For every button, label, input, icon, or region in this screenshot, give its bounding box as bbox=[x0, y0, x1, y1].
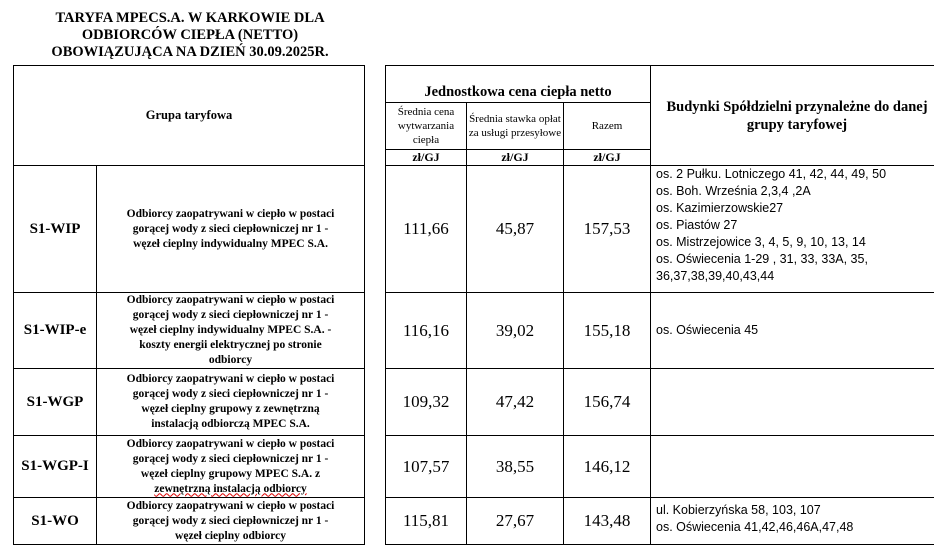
tariff-description bbox=[97, 166, 365, 293]
tariff-code: S1-WIP bbox=[14, 166, 97, 293]
table-row bbox=[14, 498, 365, 545]
desc-line: instalacją odbiorczą MPEC S.A. bbox=[151, 418, 310, 430]
buildings-list bbox=[651, 369, 934, 436]
production-price: 115,81 bbox=[386, 498, 467, 545]
tariff-code: S1-WGP-I bbox=[14, 436, 97, 498]
building-item: os. Boh. Września 2,3,4 ,2A bbox=[656, 184, 811, 198]
unit-price-header: Jednostkowa cena ciepła netto bbox=[386, 66, 651, 103]
buildings-list bbox=[651, 293, 934, 369]
title-line-1: TARYFA MPECS.A. W KARKOWIE DLA bbox=[55, 10, 325, 26]
desc-line: odbiorcy bbox=[208, 354, 253, 366]
table-row bbox=[386, 498, 934, 545]
buildings-header: Budynki Spółdzielni przynależne do danej grupy taryfowej bbox=[651, 66, 934, 166]
table-row bbox=[14, 369, 365, 436]
buildings-list bbox=[651, 436, 934, 498]
building-item: os. Oświecenia 41,42,46,46A,47,48 bbox=[656, 520, 854, 534]
tariff-description bbox=[97, 498, 365, 545]
document-title bbox=[8, 10, 372, 61]
desc-line: gorącej wody z sieci ciepłowniczej nr 1 - bbox=[132, 222, 329, 235]
building-item: ul. Kobierzyńska 58, 103, 107 bbox=[656, 503, 821, 517]
tariff-code: S1-WO bbox=[14, 498, 97, 545]
total-header: Razem bbox=[564, 103, 651, 150]
total-price: 143,48 bbox=[564, 498, 651, 545]
tariff-code: S1-WGP bbox=[14, 369, 97, 436]
transmission-price: 38,55 bbox=[467, 436, 564, 498]
tariff-group-table bbox=[13, 65, 365, 545]
tariff-description bbox=[97, 436, 365, 498]
table-row bbox=[14, 293, 365, 369]
table-row bbox=[14, 166, 365, 293]
production-price: 116,16 bbox=[386, 293, 467, 369]
desc-line: koszty energii elektrycznej po stronie bbox=[139, 339, 322, 351]
tariff-description bbox=[97, 293, 365, 369]
building-item: os. Oświecenia 1-29 , 31, 33, 33A, 35, bbox=[656, 252, 868, 266]
desc-line: Odbiorcy zaopatrywani w ciepło w postaci bbox=[126, 437, 335, 450]
building-item: 36,37,38,39,40,43,44 bbox=[656, 269, 775, 283]
desc-line: węzeł cieplny indywidualny MPEC S.A. bbox=[133, 237, 328, 250]
desc-line: węzeł cieplny indywidualny MPEC S.A. - bbox=[129, 324, 332, 336]
table-row bbox=[386, 436, 934, 498]
desc-line: węzeł cieplny odbiorcy bbox=[175, 529, 286, 542]
building-item: os. Mistrzejowice 3, 4, 5, 9, 10, 13, 14 bbox=[656, 235, 866, 249]
desc-line: gorącej wody z sieci ciepłowniczej nr 1 - bbox=[132, 388, 329, 400]
tariff-code: S1-WIP-e bbox=[14, 293, 97, 369]
transmission-price: 47,42 bbox=[467, 369, 564, 436]
title-line-2: ODBIORCÓW CIEPŁA (NETTO) bbox=[81, 27, 299, 43]
desc-line: gorącej wody z sieci ciepłowniczej nr 1 - bbox=[132, 452, 329, 465]
total-price: 156,74 bbox=[564, 369, 651, 436]
tariff-description bbox=[97, 369, 365, 436]
price-table bbox=[385, 65, 934, 545]
building-item: os. Oświecenia 45 bbox=[656, 323, 759, 337]
unit-label: zł/GJ bbox=[564, 150, 651, 166]
unit-label: zł/GJ bbox=[467, 150, 564, 166]
total-price: 157,53 bbox=[564, 166, 651, 293]
table-row bbox=[386, 369, 934, 436]
production-price: 109,32 bbox=[386, 369, 467, 436]
desc-line: gorącej wody z sieci ciepłowniczej nr 1 - bbox=[132, 309, 329, 321]
tariff-group-header: Grupa taryfowa bbox=[14, 66, 365, 166]
transmission-price: 45,87 bbox=[467, 166, 564, 293]
desc-line: Odbiorcy zaopatrywani w ciepło w postaci bbox=[126, 373, 335, 385]
table-row bbox=[386, 166, 934, 293]
desc-line: Odbiorcy zaopatrywani w ciepło w postaci bbox=[126, 207, 335, 220]
desc-line: węzeł cieplny grupowy z zewnętrzną bbox=[141, 403, 320, 415]
production-price: 107,57 bbox=[386, 436, 467, 498]
buildings-list bbox=[651, 498, 934, 545]
desc-line: Odbiorcy zaopatrywani w ciepło w postaci bbox=[126, 294, 335, 306]
desc-line: węzeł cieplny grupowy MPEC S.A. z bbox=[140, 467, 321, 480]
desc-line: gorącej wody z sieci ciepłowniczej nr 1 - bbox=[132, 514, 329, 527]
total-price: 155,18 bbox=[564, 293, 651, 369]
building-item: os. Piastów 27 bbox=[656, 218, 738, 232]
transmission-price: 27,67 bbox=[467, 498, 564, 545]
total-price: 146,12 bbox=[564, 436, 651, 498]
building-item: os. 2 Pułku. Lotniczego 41, 42, 44, 49, 50 bbox=[656, 167, 887, 181]
unit-label: zł/GJ bbox=[386, 150, 467, 166]
title-line-3: OBOWIĄZUJĄCA NA DZIEŃ 30.09.2025R. bbox=[51, 44, 329, 60]
table-row bbox=[386, 293, 934, 369]
production-cost-header: Średnia cena wytwarzania ciepła bbox=[386, 103, 467, 150]
desc-line: zewnętrzną instalacją odbiorcy bbox=[154, 482, 307, 495]
desc-line: Odbiorcy zaopatrywani w ciepło w postaci bbox=[126, 499, 335, 512]
building-item: os. Kazimierzowskie27 bbox=[656, 201, 784, 215]
production-price: 111,66 bbox=[386, 166, 467, 293]
transmission-price: 39,02 bbox=[467, 293, 564, 369]
buildings-list bbox=[651, 166, 934, 293]
table-row bbox=[14, 436, 365, 498]
transmission-fee-header: Średnia stawka opłat za usługi przesyłowe bbox=[467, 103, 564, 150]
